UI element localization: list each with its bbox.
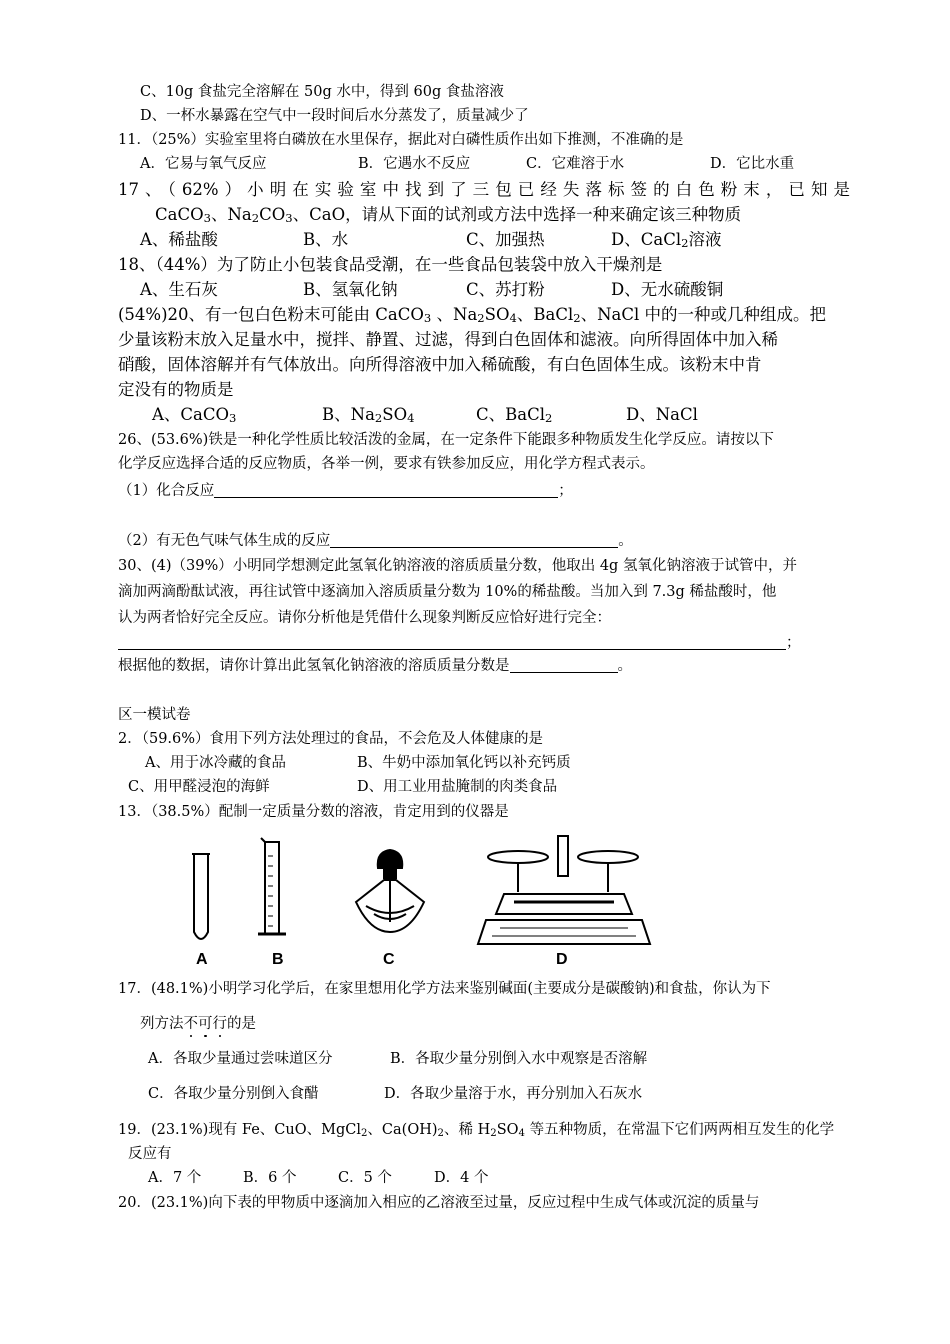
q2-option-a: A、用于冰冷藏的食品 xyxy=(145,755,286,771)
q17b-option-d: D．各取少量溶于水，再分别加入石灰水 xyxy=(384,1086,643,1102)
prev-question-option-d: D、一杯水暴露在空气中一段时间后水分蒸发了，质量减少了 xyxy=(140,108,529,124)
q17a-stem-line1: 17、（62%）小明在实验室中找到了三包已经失落标签的白色粉末，已知是 xyxy=(118,180,850,199)
label-c: C xyxy=(383,951,395,968)
q20a-line2: 少量该粉末放入足量水中，搅拌、静置、过滤，得到白色固体和滤液。向所得固体中加入稀 xyxy=(118,330,778,349)
q2-stem: 2．（59.6%）食用下列方法处理过的食品，不会危及人体健康的是 xyxy=(118,731,544,747)
q11-option-d: D．它比水重 xyxy=(710,156,795,172)
q19-line1: 19．(23.1%)现有 Fe、CuO、MgCl$_2$、$Ca(OH)_2$、稀 $H_2SO_4$ 等五种物质，在常温下它们两两相互发生的化学 xyxy=(118,1122,835,1139)
q18-option-a: A、生石灰 xyxy=(140,280,218,299)
q11-stem: 11．（25%）实验室里将白磷放在水里保存，据此对白磷性质作出如下推测，不准确的是 xyxy=(118,132,684,148)
q13-instrument-figure xyxy=(180,832,660,972)
q17b-options-row1 xyxy=(148,1048,880,1070)
q17b-option-b: B．各取少量分别倒入水中观察是否溶解 xyxy=(390,1051,648,1067)
q26-line1: 26、(53.6%)铁是一种化学性质比较活泼的金属，在一定条件下能跟多种物质发生化学反应。请按以下 xyxy=(118,432,774,448)
balance-drawing xyxy=(478,836,650,944)
q11-option-a: A．它易与氧气反应 xyxy=(140,156,267,172)
q18-option-c: C、苏打粉 xyxy=(466,280,545,299)
alcohol-lamp-drawing xyxy=(356,850,424,932)
test-tube-drawing xyxy=(192,854,210,939)
q17a-option-a: A、稀盐酸 xyxy=(140,230,218,249)
q18-stem: 18、（44%）为了防止小包装食品受潮，在一些食品包装袋中放入干燥剂是 xyxy=(118,255,663,274)
label-d: D xyxy=(556,951,568,968)
q18-options xyxy=(140,278,872,302)
q18-option-b: B、氢氧化钠 xyxy=(303,280,398,299)
graduated-cylinder-drawing xyxy=(258,838,286,934)
q17a-option-c: C、加强热 xyxy=(466,230,545,249)
q19-option-b: B．6 个 xyxy=(243,1170,297,1186)
q20a-option-c: C、BaCl$_2$ xyxy=(476,405,553,425)
q26-part2-answer-blank[interactable] xyxy=(330,531,618,548)
q20a-options xyxy=(152,403,884,427)
q30-line5: 根据他的数据，请你计算出此氢氧化钠溶液的溶质质量分数是 。 xyxy=(118,658,632,674)
label-a: A xyxy=(196,951,208,968)
q19-options xyxy=(148,1167,880,1189)
q20a-line4: 定没有的物质是 xyxy=(118,380,234,399)
q2-options-row2 xyxy=(128,776,860,798)
q17b-line2: 列方法不可行的是 xyxy=(140,1016,256,1032)
q30-fraction-answer-blank[interactable] xyxy=(510,656,618,673)
q19-option-a: A．7 个 xyxy=(148,1170,202,1186)
q30-line2: 滴加两滴酚酞试液，再往试管中逐滴加入溶质质量分数为 10%的稀盐酸。当加入到 7.3g 稀盐酸时，他 xyxy=(118,584,777,600)
q17a-options xyxy=(140,228,872,252)
q20a-option-a: A、CaCO$_3$ xyxy=(152,405,237,425)
q11-option-b: B．它遇水不反应 xyxy=(358,156,471,172)
q30-line3: 认为两者恰好完全反应。请你分析他是凭借什么现象判断反应恰好进行完全： xyxy=(118,610,611,626)
instrument-labels xyxy=(196,951,568,968)
q2-option-b: B、牛奶中添加氧化钙以补充钙质 xyxy=(357,755,571,771)
q26-line2: 化学反应选择合适的反应物质，各举一例，要求有铁参加反应，用化学方程式表示。 xyxy=(118,456,655,472)
q17a-option-d: D、CaCl$_2$溶液 xyxy=(611,230,722,250)
q30-line1: 30、(4)（39%）小明同学想测定此氢氧化钠溶液的溶质质量分数，他取出 4g 氢氧化钠溶液于试管中，并 xyxy=(118,558,797,574)
q2-option-c: C、用甲醛浸泡的海鲜 xyxy=(128,779,270,795)
q17b-option-c: C．各取少量分别倒入食醋 xyxy=(148,1086,319,1102)
q17a-stem-line2: CaCO$_3$、$Na_2CO_3$、CaO，请从下面的试剂或方法中选择一种来确定该三种物质 xyxy=(155,205,742,225)
q2-option-d: D、用工业用盐腌制的肉类食品 xyxy=(357,779,558,795)
q20a-option-b: B、$Na_2SO_4$ xyxy=(322,405,415,425)
q30-line4: ； xyxy=(118,632,850,654)
prev-question-option-c: C、10g 食盐完全溶解在 50g 水中，得到 60g 食盐溶液 xyxy=(140,84,504,100)
q17b-line1: 17．(48.1%)小明学习化学后，在家里想用化学方法来鉴别碱面(主要成分是碳酸钠)和食盐，你认为下 xyxy=(118,981,771,997)
q26-part2: （2）有无色气味气体生成的反应 。 xyxy=(118,533,633,549)
q17b-option-a: A．各取少量通过尝味道区分 xyxy=(148,1051,333,1067)
q20b-line1: 20．(23.1%)向下表的甲物质中逐滴加入相应的乙溶液至过量，反应过程中生成气体或沉淀的质量与 xyxy=(118,1195,760,1211)
label-b: B xyxy=(272,951,284,968)
q30-phenomenon-answer-blank[interactable] xyxy=(118,633,786,650)
q20a-option-d: D、NaCl xyxy=(626,405,698,424)
q19-option-d: D．4 个 xyxy=(434,1170,489,1186)
q11-options xyxy=(140,153,872,175)
q17b-options-row2 xyxy=(148,1083,880,1105)
q18-option-d: D、无水硫酸铜 xyxy=(611,280,724,299)
q20a-line1: (54%)20、有一包白色粉末可能由 CaCO$_3$ 、$Na_2SO_4$、BaCl$_2$、NaCl 中的一种或几种组成。把 xyxy=(118,305,827,325)
q11-option-c: C．它难溶于水 xyxy=(526,156,625,172)
q26-part1-answer-blank[interactable] xyxy=(214,481,558,498)
q17a-option-b: B、水 xyxy=(303,230,349,249)
section-title: 区一模试卷 xyxy=(118,707,191,723)
q20a-line3: 硝酸，固体溶解并有气体放出。向所得溶液中加入稀硫酸，有白色固体生成。该粉末中肯 xyxy=(118,355,762,374)
q19-line2: 反应有 xyxy=(128,1146,172,1162)
q13-stem: 13．（38.5%）配制一定质量分数的溶液，肯定用到的仪器是 xyxy=(118,804,509,820)
q19-option-c: C．5 个 xyxy=(338,1170,392,1186)
q26-part1: （1）化合反应 ； xyxy=(118,483,573,499)
q2-options-row1 xyxy=(145,752,877,774)
